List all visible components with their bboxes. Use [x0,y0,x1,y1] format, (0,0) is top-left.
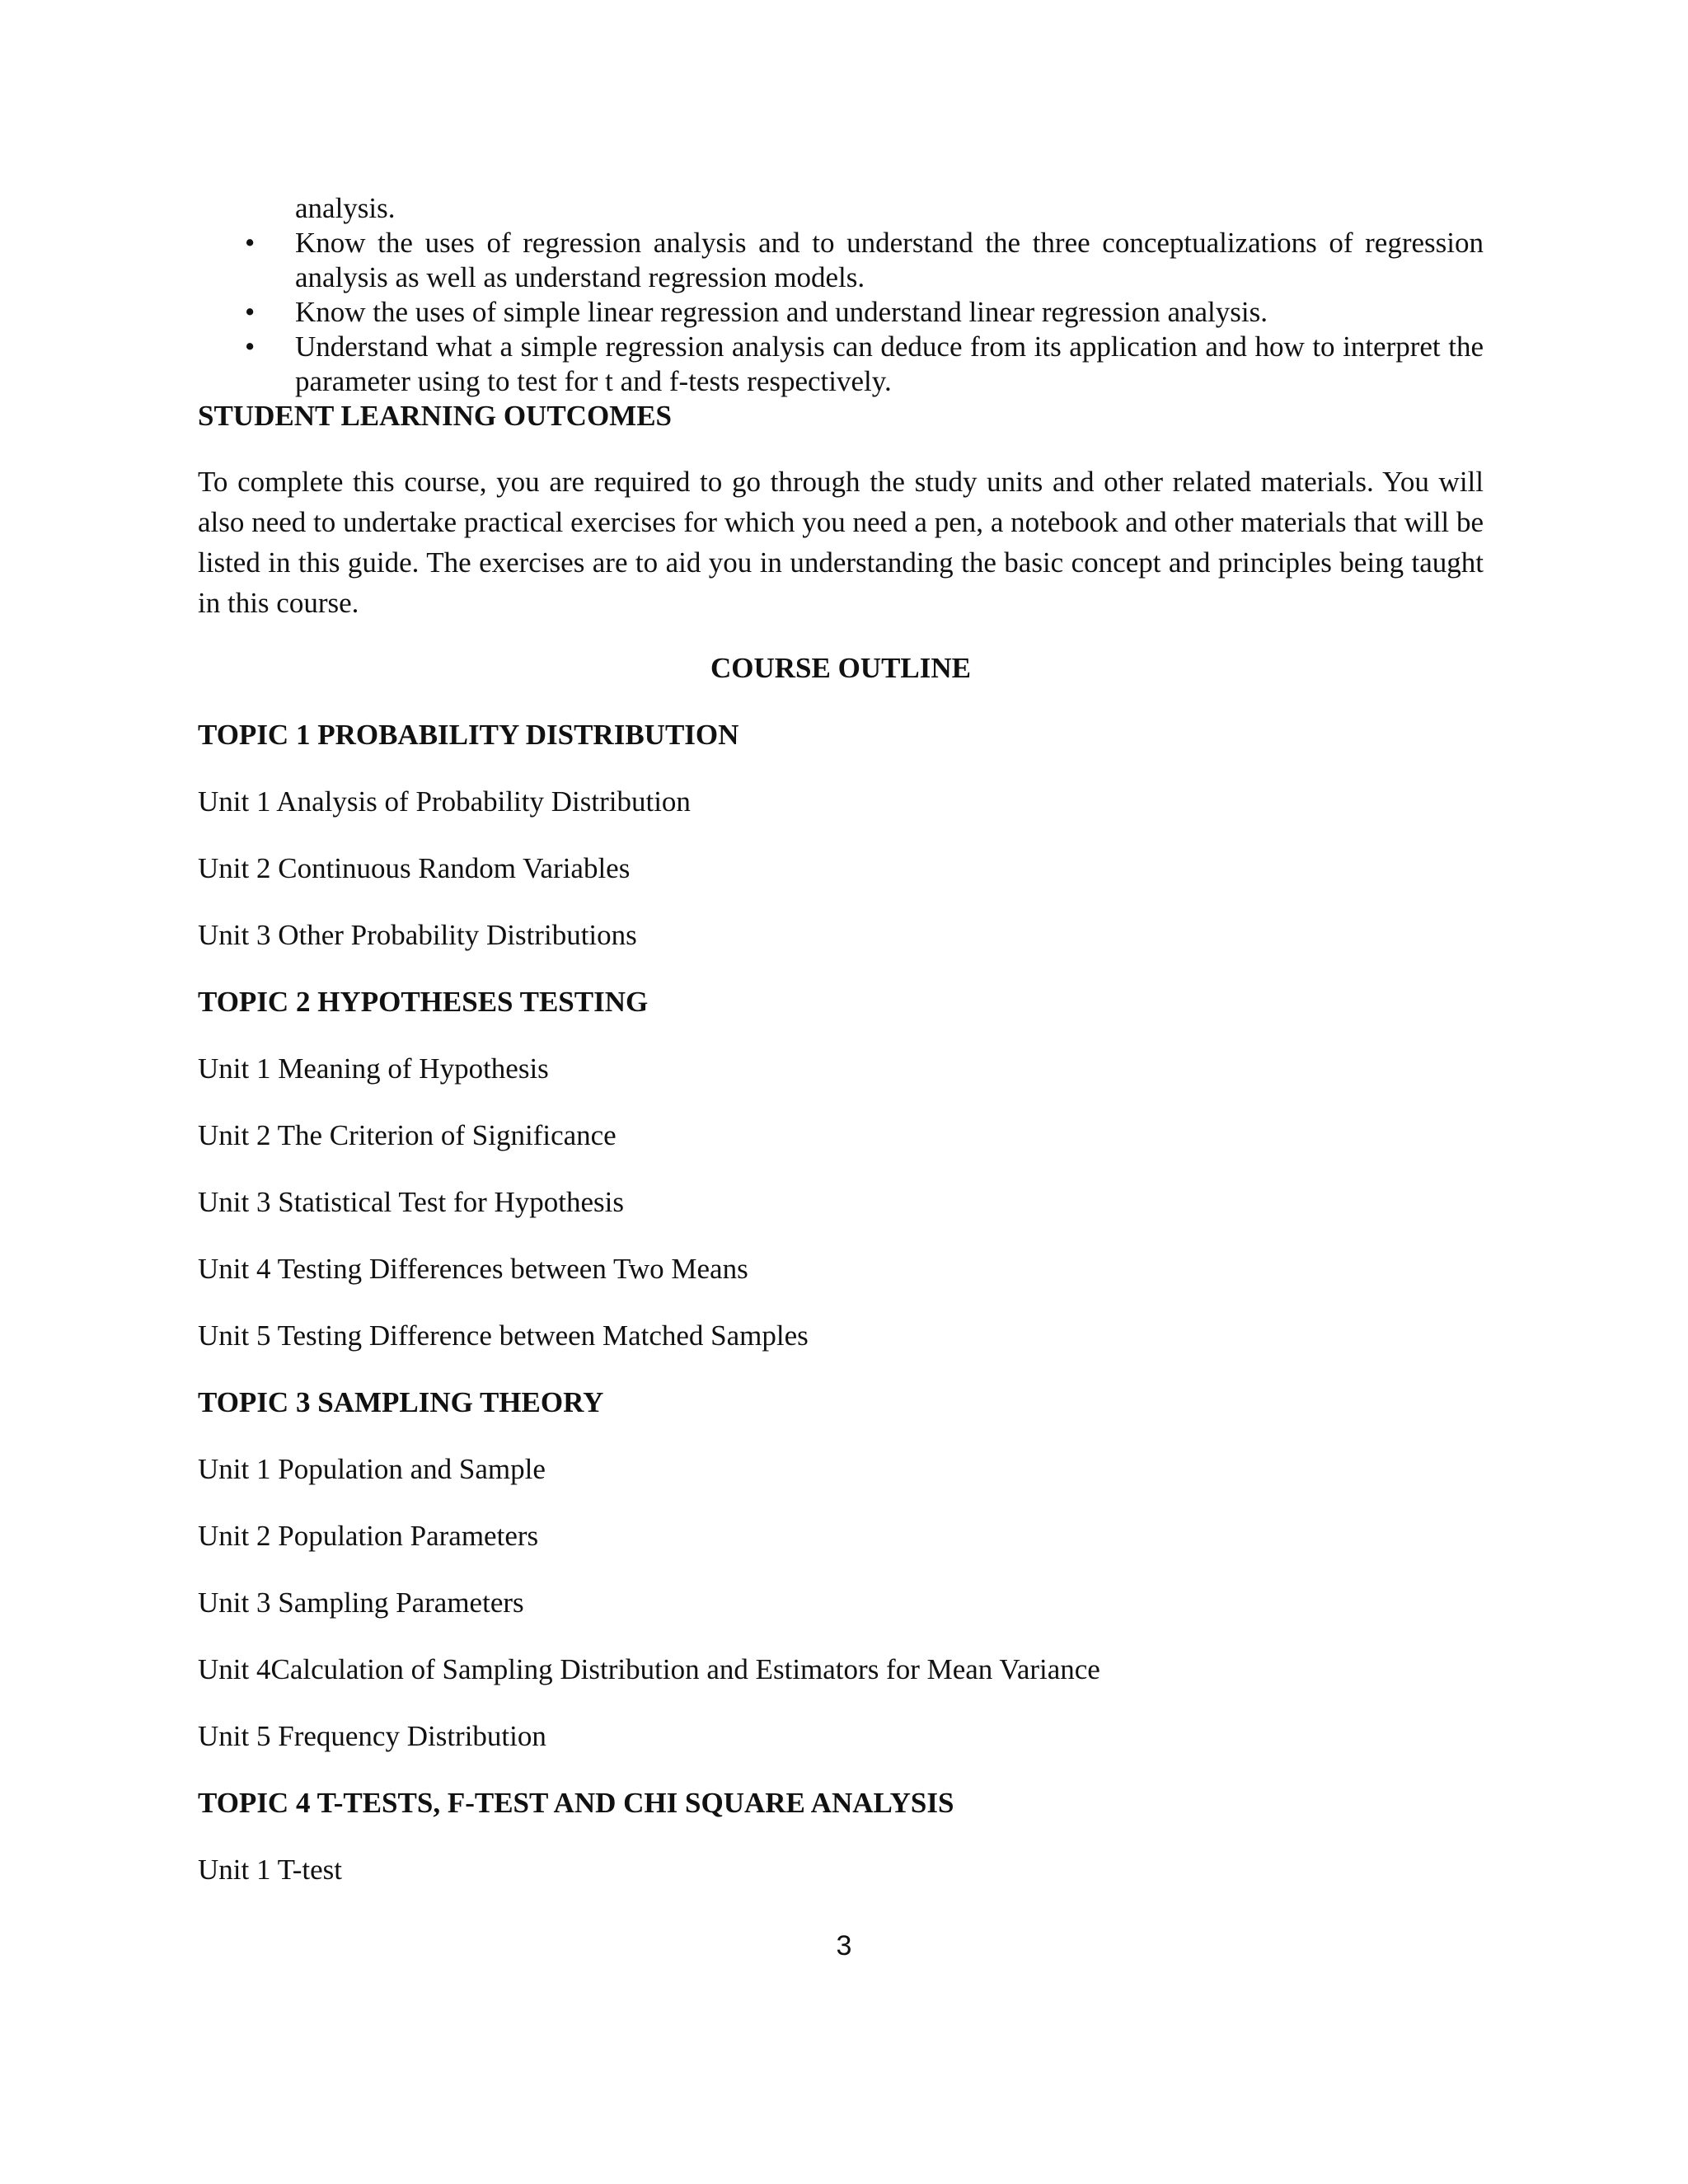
objective-continuation [198,191,1484,226]
bullet-icon: • [245,227,256,259]
objective-text: Know the uses of regression analysis and to understand the three conceptualizations of regression analysis as well as understand regression models. [295,227,1484,293]
objective-text: Understand what a simple regression analysis can deduce from its application and how to interpret the parameter using to test for t and f-tests respectively. [295,330,1484,397]
unit-item: Unit 2 Continuous Random Variables [198,852,631,884]
unit-item: Unit 1 T-test [198,1854,343,1886]
topic-heading: TOPIC 1 PROBABILITY DISTRIBUTION [198,719,739,751]
objective-item [198,295,1484,330]
topic-heading: TOPIC 3 SAMPLING THEORY [198,1386,604,1418]
unit-item: Unit 4Calculation of Sampling Distribution and Estimators for Mean Variance [198,1653,1100,1685]
learning-outcomes-paragraph: To complete this course, you are required to go through the study units and other related materials. You will also need to undertake practical exercises for which you need a pen, a notebook and other materials that will be listed in this guide. The exercises are to aid you in understanding the basic concept and principles being taught in this course. [198,466,1484,619]
unit-item: Unit 4 Testing Differences between Two Means [198,1253,748,1285]
unit-item: Unit 3 Other Probability Distributions [198,919,637,951]
unit-item: Unit 2 The Criterion of Significance [198,1119,617,1151]
course-outline-heading: COURSE OUTLINE [710,652,972,684]
unit-item: Unit 1 Population and Sample [198,1453,546,1485]
unit-item: Unit 5 Testing Difference between Matched Samples [198,1319,809,1352]
objective-continuation-text: analysis. [295,192,396,224]
unit-item: Unit 5 Frequency Distribution [198,1720,546,1752]
learning-outcomes-heading: STUDENT LEARNING OUTCOMES [198,400,673,432]
unit-item: Unit 3 Sampling Parameters [198,1586,524,1619]
topic-heading: TOPIC 2 HYPOTHESES TESTING [198,986,649,1018]
course-outline [198,718,1484,1887]
objectives-list [198,226,1484,399]
bullet-icon: • [245,330,256,363]
page-number: 3 [836,1930,852,1961]
objective-item [198,226,1484,295]
document-page [198,191,1484,1887]
unit-item: Unit 1 Meaning of Hypothesis [198,1052,549,1085]
unit-item: Unit 1 Analysis of Probability Distribution [198,785,691,818]
bullet-icon: • [245,296,256,328]
objective-text: Know the uses of simple linear regression and understand linear regression analysis. [295,296,1268,328]
topic-heading: TOPIC 4 T-TESTS, F-TEST AND CHI SQUARE ANALYSIS [198,1787,954,1819]
objective-item [198,330,1484,399]
unit-item: Unit 2 Population Parameters [198,1520,539,1552]
unit-item: Unit 3 Statistical Test for Hypothesis [198,1186,625,1218]
